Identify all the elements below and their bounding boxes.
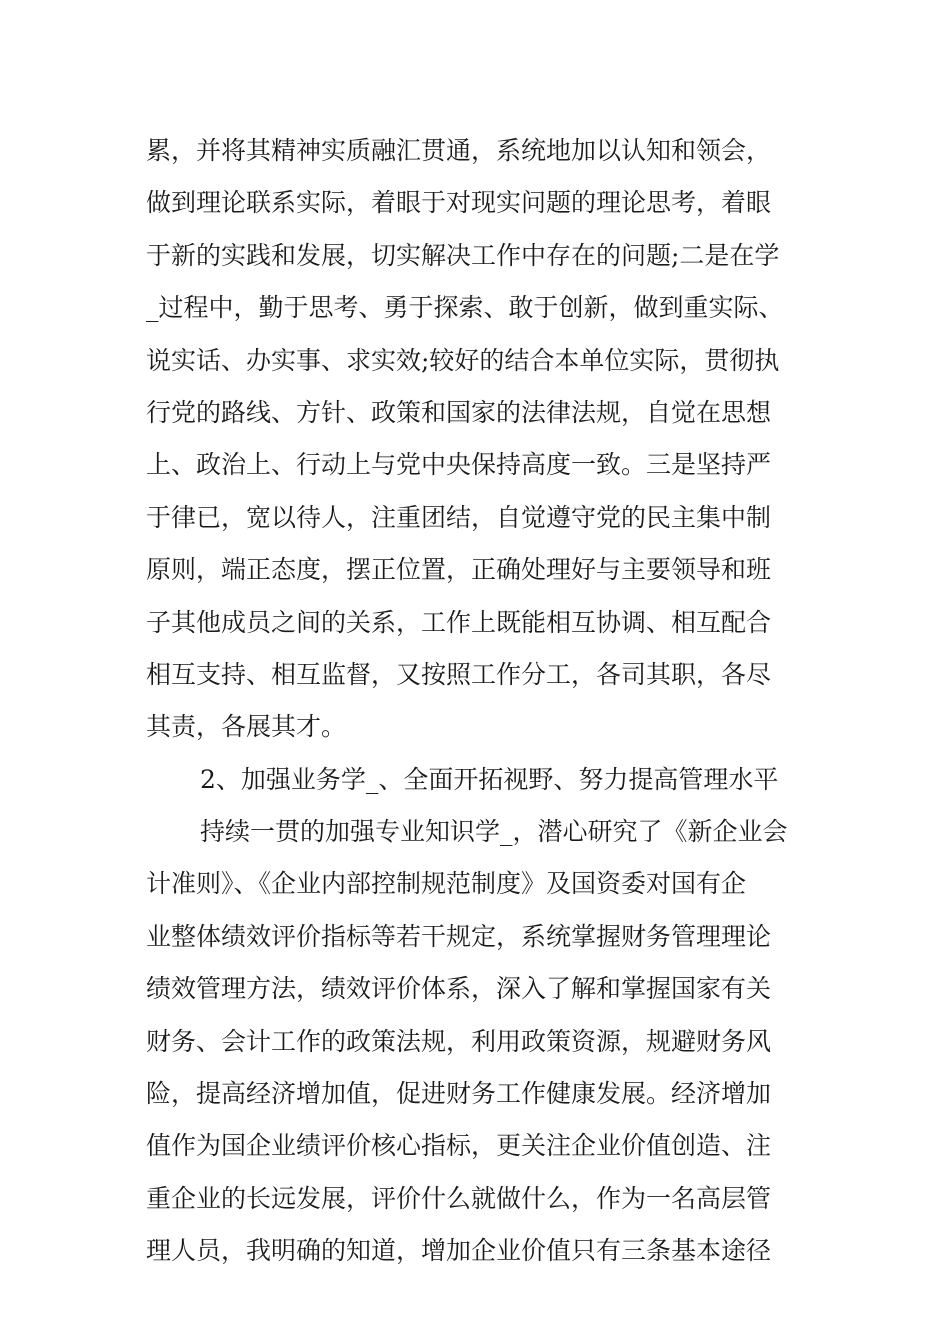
text-line: 2、加强业务学_、全面开拓视野、努力提高管理水平	[200, 764, 779, 794]
body-text	[146, 125, 816, 1278]
text-line: 理人员，我明确的知道，增加企业价值只有三条基本途径	[146, 1236, 772, 1266]
text-line: 相互支持、相互监督，又按照工作分工，各司其职，各尽	[146, 659, 772, 689]
text-line: 于新的实践和发展，切实解决工作中存在的问题;二是在学	[146, 240, 780, 270]
text-line: 绩效管理方法，绩效评价体系，深入了解和掌握国家有关	[146, 974, 772, 1004]
text-line: 其责，各展其才。	[146, 712, 347, 742]
text-line: 业整体绩效评价指标等若干规定，系统掌握财务管理理论	[146, 921, 772, 951]
text-line: 计准则》、《企业内部控制规范制度》及国资委对国有企	[146, 869, 747, 899]
text-line: 原则，端正态度，摆正位置，正确处理好与主要领导和班	[146, 555, 772, 585]
text-line: 子其他成员之间的关系，工作上既能相互协调、相互配合	[146, 607, 772, 637]
text-line: 上、政治上、行动上与党中央保持高度一致。三是坚持严	[146, 450, 772, 480]
text-line: 行党的路线、方针、政策和国家的法律法规，自觉在思想	[146, 397, 772, 427]
text-line: 财务、会计工作的政策法规，利用政策资源，规避财务风	[146, 1026, 772, 1056]
text-line: _过程中，勤于思考、勇于探索、敢于创新，做到重实际、	[146, 293, 784, 323]
text-line: 做到理论联系实际，着眼于对现实问题的理论思考，着眼	[146, 188, 772, 218]
text-line: 重企业的长远发展，评价什么就做什么，作为一名高层管	[146, 1183, 772, 1213]
text-line: 说实话、办实事、求实效;较好的结合本单位实际，贯彻执	[146, 345, 780, 375]
text-line: 累，并将其精神实质融汇贯通，系统地加以认知和领会，	[146, 136, 772, 165]
text-line: 于律已，宽以待人，注重团结，自觉遵守党的民主集中制	[146, 502, 772, 532]
text-line: 值作为国企业绩评价核心指标，更关注企业价值创造、注	[146, 1131, 772, 1161]
text-line: 险，提高经济增加值，促进财务工作健康发展。经济增加	[146, 1079, 772, 1109]
text-line: 持续一贯的加强专业知识学_，潜心研究了《新企业会	[200, 817, 788, 847]
